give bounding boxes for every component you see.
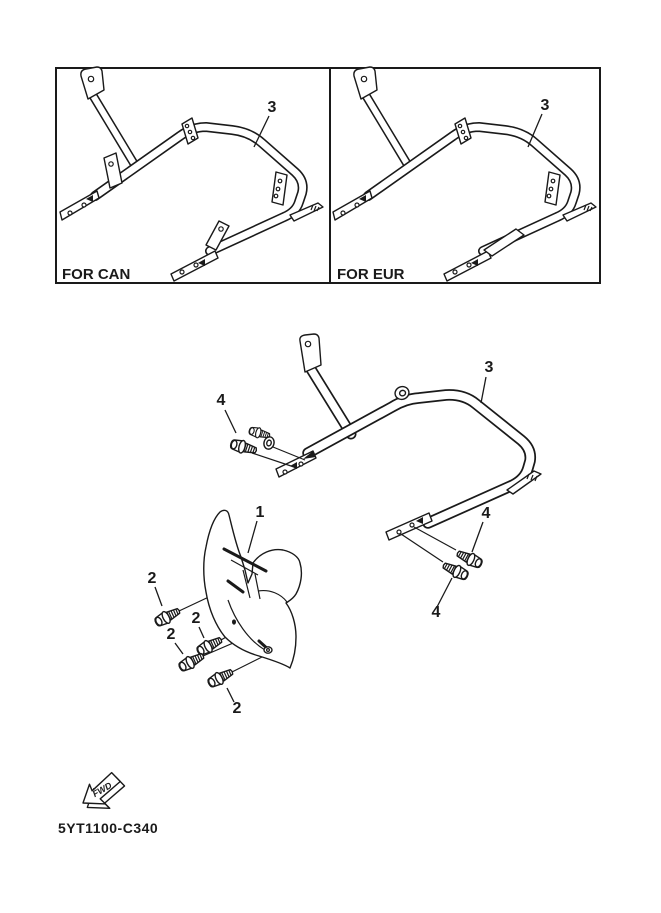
callout-cover-bolt-1: 2 [147,570,157,587]
callout-bar-main: 3 [484,359,494,376]
flange-bolt-icon [441,559,470,582]
flange-bolt-icon [177,650,206,674]
callout-cover: 1 [255,504,265,521]
leader-line [225,410,236,433]
callout-cover-bolt-4: 2 [232,700,242,717]
main-exploded-view [148,334,541,717]
flange-bolt-icon [206,666,235,690]
leader-line [248,521,257,553]
callout-bolt-right-bottom: 4 [431,604,441,621]
panel-for-eur [330,67,600,283]
panel-can-label: FOR CAN [62,266,131,283]
leader-line [437,578,452,607]
fwd-label: FWD [90,780,114,800]
fastener-group-left [217,392,305,468]
fwd-arrow-icon [77,769,131,818]
callout-bar-can: 3 [267,99,277,116]
leader-line [199,627,204,638]
leader-line [472,522,483,552]
leader-line [155,587,162,606]
washer-icon [263,436,276,451]
part-code: 5YT1100-C340 [58,820,159,836]
flange-bolt-icon [153,605,182,629]
leader-line [175,643,183,654]
callout-cover-bolt-3: 2 [166,626,176,643]
callout-bolt-right-top: 4 [481,505,491,522]
leader-line [481,377,486,403]
callout-bolt-left: 4 [216,392,226,409]
panel-eur-label: FOR EUR [337,266,405,283]
panel-for-can [56,67,330,283]
callout-cover-bolt-2: 2 [191,610,201,627]
callout-bar-eur: 3 [540,97,550,114]
grab-bar-main-illustration [276,334,541,540]
